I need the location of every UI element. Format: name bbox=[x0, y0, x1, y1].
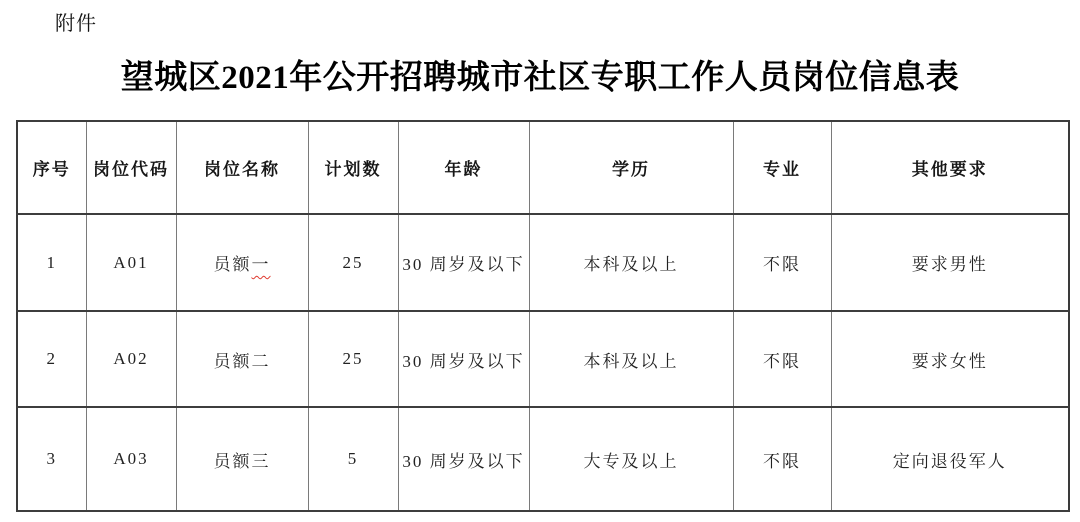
cell-age: 30 周岁及以下 bbox=[398, 407, 529, 511]
table-row bbox=[17, 407, 1069, 511]
cell-plan: 5 bbox=[308, 407, 398, 511]
cell-code: A01 bbox=[86, 214, 176, 311]
cell-age: 30 周岁及以下 bbox=[398, 311, 529, 407]
cell-code: A03 bbox=[86, 407, 176, 511]
cell-plan: 25 bbox=[308, 214, 398, 311]
cell-education: 本科及以上 bbox=[529, 214, 733, 311]
attachment-label: 附件 bbox=[55, 13, 97, 35]
cell-major: 不限 bbox=[733, 407, 831, 511]
column-header-age: 年龄 bbox=[398, 121, 529, 214]
job-name-text: 员额三 bbox=[213, 451, 271, 471]
cell-education: 本科及以上 bbox=[529, 311, 733, 407]
column-header-major: 专业 bbox=[733, 121, 831, 214]
cell-major: 不限 bbox=[733, 214, 831, 311]
cell-age: 30 周岁及以下 bbox=[398, 214, 529, 311]
cell-plan: 25 bbox=[308, 311, 398, 407]
column-header-seq: 序号 bbox=[17, 121, 86, 214]
job-name-text: 员额二 bbox=[213, 351, 271, 371]
job-name-text: 员额 bbox=[213, 255, 252, 274]
cell-name bbox=[176, 214, 308, 311]
cell-education: 大专及以上 bbox=[529, 407, 733, 511]
table-row bbox=[17, 214, 1069, 311]
page-title: 望城区2021年公开招聘城市社区专职工作人员岗位信息表 bbox=[120, 60, 960, 96]
cell-code: A02 bbox=[86, 311, 176, 407]
column-header-other: 其他要求 bbox=[831, 121, 1069, 214]
table-header-row bbox=[17, 121, 1069, 214]
cell-other: 要求男性 bbox=[831, 214, 1069, 311]
cell-name bbox=[176, 311, 308, 407]
job-table bbox=[16, 120, 1070, 512]
cell-other: 定向退役军人 bbox=[831, 407, 1069, 511]
column-header-plan: 计划数 bbox=[308, 121, 398, 214]
column-header-code: 岗位代码 bbox=[86, 121, 176, 214]
cell-seq: 3 bbox=[17, 407, 86, 511]
column-header-name: 岗位名称 bbox=[176, 121, 308, 214]
cell-seq: 2 bbox=[17, 311, 86, 407]
cell-major: 不限 bbox=[733, 311, 831, 407]
cell-name bbox=[176, 407, 308, 511]
cell-other: 要求女性 bbox=[831, 311, 1069, 407]
table-row bbox=[17, 311, 1069, 407]
spellcheck-squiggle: 一 bbox=[251, 255, 271, 274]
column-header-education: 学历 bbox=[529, 121, 733, 214]
cell-seq: 1 bbox=[17, 214, 86, 311]
